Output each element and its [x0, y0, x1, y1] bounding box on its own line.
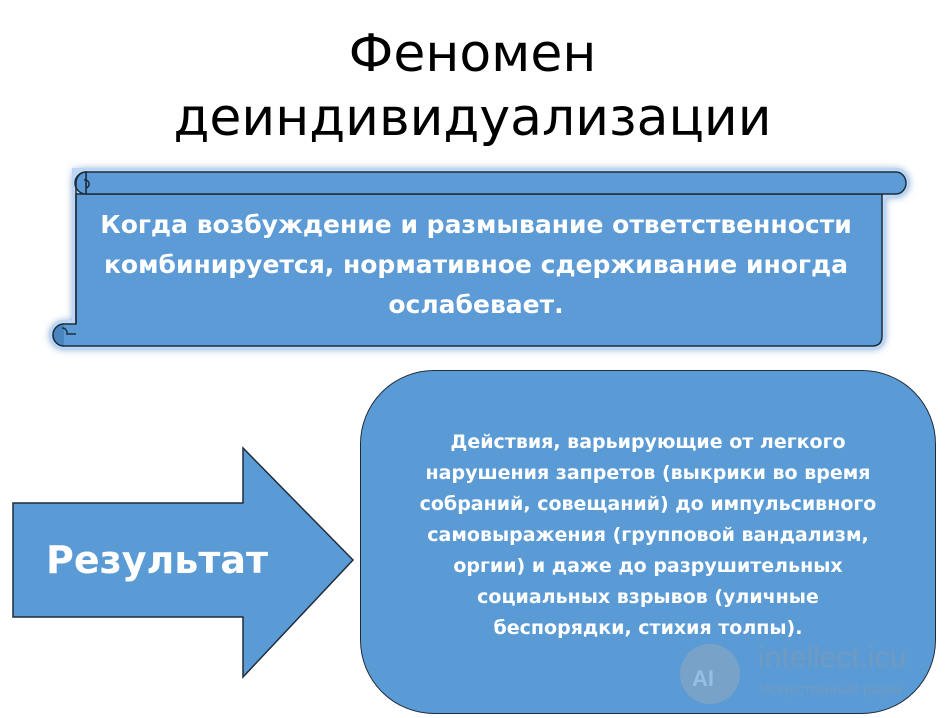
result-line: собраний, совещаний) до импульсивного [419, 493, 877, 515]
result-line: Действия, варьирующие от легкого [450, 431, 846, 453]
result-line: нарушения запретов (выкрики во время [425, 462, 871, 484]
watermark-logo-text: AI [692, 666, 714, 691]
scroll-text-line-1: Когда возбуждение и размывание ответственности [100, 210, 852, 239]
scroll-text-line-3: ослабевает. [388, 290, 564, 319]
title-line-2: деиндивидуализации [173, 88, 772, 148]
result-line: беспорядки, стихия толпы). [493, 617, 803, 639]
result-line: оргии) и даже до разрушительных [453, 555, 843, 577]
scroll-text-line-2: комбинируется, нормативное сдерживание иногда [103, 250, 849, 279]
result-text [385, 427, 911, 644]
title-line-1: Феномен [348, 24, 597, 84]
slide-title [0, 22, 945, 150]
scroll-text [92, 205, 860, 325]
result-line: самовыражения (групповой вандализм, [427, 524, 869, 546]
result-line: социальных взрывов (уличные [477, 586, 819, 608]
watermark-tagline: Искусственный разум [760, 681, 902, 697]
watermark-site: intellect.icu [758, 641, 907, 674]
watermark-logo-icon [680, 644, 740, 704]
arrow-label: Результат [45, 538, 269, 582]
watermark [680, 640, 942, 710]
